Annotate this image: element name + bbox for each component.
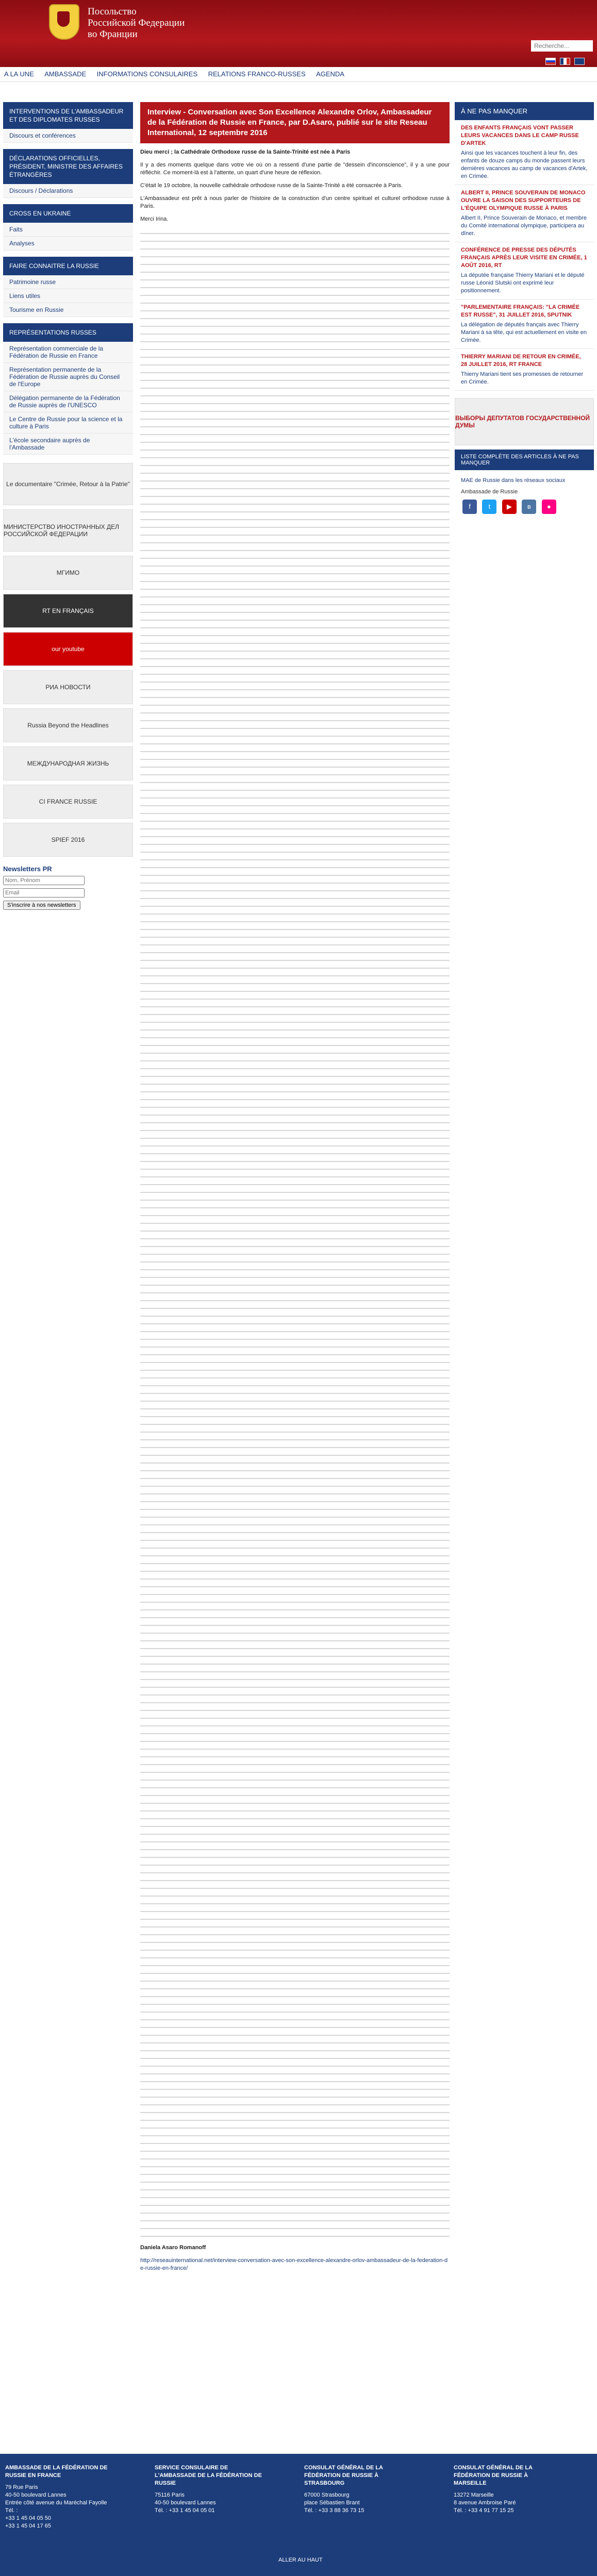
news-text: Ainsi que les vacances touchent à leur fin, des enfants de douze camps du monde passent leurs dernières vacances au camp de vacances d'Artek, en Crimée. [461,150,588,179]
sidebar-section-interventions: INTERVENTIONS DE L'AMBASSADEUR ET DES DIPLOMATES RUSSES [3,102,133,129]
main-nav [0,67,597,82]
sidebar-item[interactable]: Analyses [3,237,133,251]
right-sidebar-heading: À NE PAS MANQUER [455,102,594,120]
article-source-link[interactable]: http://reseauinternational.net/interview-conversation-avec-son-excellence-alexandre-orlov-ambassadeur-de-la-federation-de-russie-en-france/ [140,2257,448,2271]
back-to-top-link[interactable]: ALLER AU HAUT [278,2557,323,2563]
youtube-icon[interactable]: ▶ [502,500,517,514]
embassy-social-label: Ambassade de Russie [461,489,518,495]
nav-item-embassy[interactable]: AMBASSADE [44,70,87,78]
russian-flag-icon[interactable] [545,58,556,65]
article-paragraph: Il y a des moments quelque dans votre vie où on a ressenti d'une partie de "dessein d'inconscience", il y a une pour réfléchir. Ce moment-là est à l'attente, un quart d'une heure de réflexion. [140,162,450,176]
banner-mezhdunarodnaya[interactable]: МЕЖДУНАРОДНАЯ ЖИЗНЬ [3,746,133,780]
news-item[interactable] [455,185,594,242]
banner-youtube[interactable]: our youtube [3,632,133,666]
election-banner[interactable]: ВЫБОРЫ ДЕПУТАТОВ ГОСУДАРСТВЕННОЙ ДУМЫ [455,398,594,445]
banner-rt[interactable]: RT EN FRANÇAIS [3,594,133,628]
newsletter-email-input[interactable] [3,888,85,898]
site-header [0,0,597,67]
footer-col-consular: SERVICE CONSULAIRE DE L'AMBASSADE DE LA FÉDÉRATION DE RUSSIE 75116 Paris 40-50 boulevard Lannes Tél. : +33 1 45 04 05 01 [155,2465,262,2514]
sidebar-item[interactable]: Faits [3,223,133,237]
article-main [140,102,450,2272]
nav-item-consular[interactable]: INFORMATIONS CONSULAIRES [96,70,198,78]
coat-of-arms-icon[interactable] [49,4,79,40]
newsletter-title: Newsletters PR [3,865,52,873]
article-intro-question: Dieu merci ; la Cathédrale Orthodoxe russe de la Sainte-Trinité est née à Paris [140,149,351,155]
news-title[interactable]: DES ENFANTS FRANÇAIS VONT PASSER LEURS VACANCES DANS LE CAMP RUSSE D'ARTEK [461,125,579,146]
article-author: Daniela Asaro Romanoff [140,2245,206,2251]
sidebar-item[interactable]: Discours et conférences [3,129,133,143]
banner-mgimo[interactable]: МГИМО [3,556,133,590]
news-title[interactable]: "PARLEMENTAIRE FRANÇAIS: "LA CRIMÉE EST RUSSE", 31 JUILLET 2016, SPUTNIK [461,304,580,318]
sidebar-section-declarations: DÉCLARATIONS OFFICIELLES, PRÉSIDENT, MINISTRE DES AFFAIRES ÉTRANGÈRES [3,149,133,184]
banner-ria[interactable]: РИА НОВОСТИ [3,670,133,704]
banner-ci-france-russie[interactable]: CI FRANCE RUSSIE [3,785,133,819]
site-footer [0,2454,597,2576]
search-input[interactable] [531,40,593,52]
nav-item-agenda[interactable]: AGENDA [316,70,344,78]
footer-col-marseille: CONSULAT GÉNÉRAL DE LA FÉDÉRATION DE RUSSIE À MARSEILLE 13272 Marseille 8 avenue Ambroise Paré Tél. : +33 4 91 77 15 25 [454,2465,533,2514]
english-flag-icon[interactable] [574,58,585,65]
news-text: Thierry Mariani tient ses promesses de retourner en Crimée. [461,371,584,385]
sidebar-section-ukraine: CROSS EN UKRAINE [3,204,133,223]
nav-item-home[interactable]: A LA UNE [4,70,34,78]
article-paragraph: C'était le 19 octobre, la nouvelle cathédrale orthodoxe russe de la Sainte-Trinité a été consacrée à Paris. [140,182,403,189]
sidebar-item[interactable]: Représentation commerciale de la Fédération de Russie en France [3,342,133,363]
right-sidebar [455,102,594,519]
sidebar-item[interactable]: Représentation permanente de la Fédération de Russie auprès du Conseil de l'Europe [3,363,133,391]
site-title[interactable]: Посольство Российской Федерации во Франции [88,6,185,40]
nav-item-relations[interactable]: RELATIONS FRANCO-RUSSES [208,70,306,78]
left-sidebar [3,102,133,910]
all-articles-link[interactable]: LISTE COMPLÈTE DES ARTICLES À NE PAS MANQUER [455,450,594,470]
newsletter-subscribe-button[interactable]: S'inscrire à nos newsletters [3,901,80,910]
newsletter-name-input[interactable] [3,876,85,885]
article-paragraph: L'Ambassadeur est prêt à nous parler de l'histoire de la construction d'un centre spirituel et culturel orthodoxe russe à Paris. [140,195,450,209]
article-body-filler [140,228,450,2239]
banner-rbth[interactable]: Russia Beyond the Headlines [3,708,133,742]
news-text: La délégation de députés français avec Thierry Mariani à sa tête, qui est actuellement en visite en Crimée. [461,322,587,343]
news-item[interactable] [455,242,594,300]
news-title[interactable]: ALBERT II, PRINCE SOUVERAIN DE MONACO OUVRE LA SAISON DES SUPPORTEURS DE L'ÉQUIPE OLYMPIQUE RUSSE À PARIS [461,190,586,211]
sidebar-section-representations: REPRÉSENTATIONS RUSSES [3,323,133,342]
news-title[interactable]: THIERRY MARIANI DE RETOUR EN CRIMÉE, 28 JUILLET 2016, RT FRANCE [461,354,581,368]
sidebar-item[interactable]: L'école secondaire auprès de l'Ambassade [3,434,133,455]
mae-social-link[interactable]: MAE de Russie dans les réseaux sociaux [461,477,566,484]
sidebar-item[interactable]: Délégation permanente de la Fédération de Russie auprès de l'UNESCO [3,391,133,412]
footer-col-strasbourg: CONSULAT GÉNÉRAL DE LA FÉDÉRATION DE RUSSIE À STRASBOURG 67000 Strasbourg place Sébastien Brant Tél. : +33 3 88 36 73 15 [304,2465,383,2514]
article-headline: Interview - Conversation avec Son Excellence Alexandre Orlov, Ambassadeur de la Fédération de Russie en France, par D.Asaro, publié sur le site Reseau International, 12 septembre 2016 [140,102,450,143]
french-flag-icon[interactable] [560,58,570,65]
sidebar-item[interactable]: Le Centre de Russie pour la science et la culture à Paris [3,412,133,434]
news-item[interactable] [455,349,594,391]
banner-mfa[interactable]: МИНИСТЕРСТВО ИНОСТРАННЫХ ДЕЛ РОССИЙСКОЙ ФЕДЕРАЦИИ [3,509,133,552]
facebook-icon[interactable]: f [462,500,477,514]
news-text: Albert II, Prince Souverain de Monaco, et membre du Comité international olympique, participera au dîner. [461,215,587,237]
social-icons [455,495,594,519]
vk-icon[interactable]: в [522,500,536,514]
sidebar-item[interactable]: Discours / Déclarations [3,184,133,198]
sidebar-item[interactable]: Liens utiles [3,289,133,303]
article-paragraph: Merci Irina. [140,216,169,222]
news-item[interactable] [455,300,594,349]
banner-crimea[interactable]: Le documentaire "Crimée, Retour à la Patrie" [3,463,133,505]
news-item[interactable] [455,120,594,185]
sidebar-section-russia: FAIRE CONNAITRE LA RUSSIE [3,257,133,275]
sidebar-item[interactable]: Tourisme en Russie [3,303,133,317]
banner-spief[interactable]: SPIEF 2016 [3,823,133,857]
flickr-icon[interactable]: ● [542,500,556,514]
footer-col-embassy: AMBASSADE DE LA FÉDÉRATION DE RUSSIE EN FRANCE 79 Rue Paris 40-50 boulevard Lannes Entrée côté avenue du Maréchal Fayolle Tél. : +33 1 45 04 05 50 +33 1 45 04 17 65 [5,2465,108,2529]
news-title[interactable]: CONFÉRENCE DE PRESSE DES DÉPUTÉS FRANÇAIS APRÈS LEUR VISITE EN CRIMÉE, 1 AOÛT 2016, RT [461,247,587,269]
sidebar-item[interactable]: Patrimoine russe [3,275,133,289]
twitter-icon[interactable]: t [482,500,496,514]
news-text: La députée française Thierry Mariani et le député russe Léonid Slutski ont exprimé leur positionnement. [461,272,585,294]
